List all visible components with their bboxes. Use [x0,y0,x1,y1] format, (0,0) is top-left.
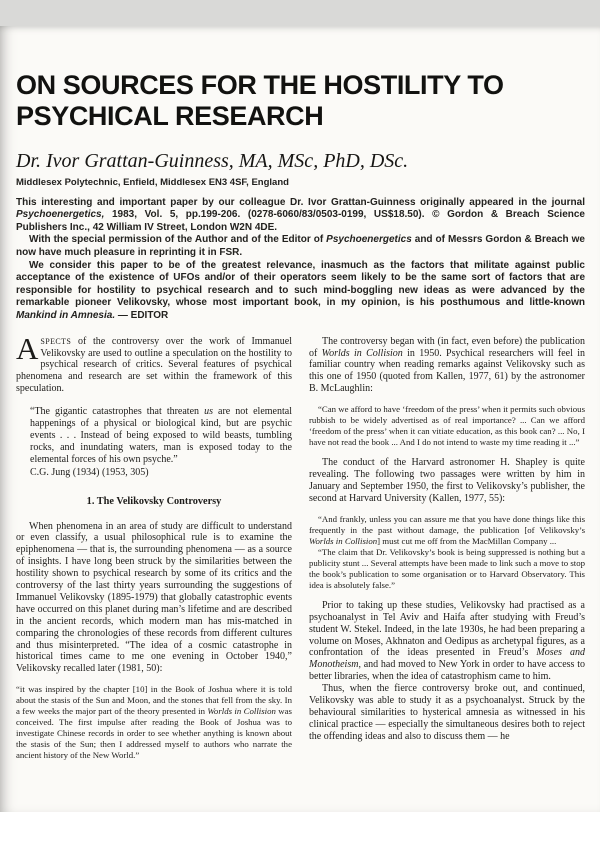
body-paragraph-controversy: The controversy began with (in fact, even before) the publication of Worlds in Collision in 1950. Psychical researchers will feel in familiar country when reading remarks against Velikovsky such as this one of 1950 (quoted from Kallen, 1977, 61) by the astronomer B. McLaughlin: [309,335,585,395]
scan-top-band [0,0,600,26]
body-paragraph-velikovsky: When phenomena in an area of study are difficult to understand or even classify, a usual philosophical rule is to examine the epiphenomena — that is, the surrounding phenomena — as a source of insights. I have long been struck by the similarities between the hostility shown to psychical research by some of its critics and the controversy of the last thirty years surrounding the suggestions of Immanuel Velikovsky (1895-1979) that globally catastrophic events have occurred on this planet during man’s lifetime and are described in the ancient records, which modern man has mis-matched in comparing the chronologies of these records from different cultures and thus misinterpreted. “The idea of a cosmic catastrophe in historical times came to me one evening in October 1940,” Velikovsky recalled later (1981, 50): [16,520,292,675]
editor-note-paragraph-1: This interesting and important paper by our colleague Dr. Ivor Grattan-Guinness originally appeared in the journal Psychoenergetics, 1983, Vol. 5, pp.199-206. (0278-6060/83/0503-0199, US$18.50). © Gordon & Breach Science Publishers Inc., 42 William IV Street, London W2N 4DE. [16,196,585,233]
shapley-quotes-block [309,514,585,591]
abstract-smallcaps: SPECTS [40,336,72,346]
section-heading: 1. The Velikovsky Controversy [86,495,222,507]
page-title: ON SOURCES FOR THE HOSTILITY TO PSYCHICAL RESEARCH [16,70,504,131]
left-column [16,330,292,771]
editor-note-paragraph-3: We consider this paper to be of the greatest relevance, inasmuch as the factors that militate against public acceptance of the existence of UFOs and/or of their operators seem likely to be the same sort of factors that are responsible for hostility to psychical research and to such mind-boggling new ideas as were advanced by the remarkable pioneer Velikovsky, whose most important book, in my opinion, is his posthumous and little-known Mankind in Amnesia. — EDITOR [16,259,585,322]
abstract-text: of the controversy over the work of Immanuel Velikovsky are used to outline a speculation on the hostility to psychical research of critics. Several features of psychical phenomena and research are set within the framework of this speculation. [16,335,292,395]
shapley-quote-2: “The claim that Dr. Velikovsky’s book is being suppressed is nothing but a publicity stunt ... Several attempts have been made to link such a move to stop the book’s publication to some organisation or to Harvard Observatory. This idea is absolutely false.” [309,546,585,590]
joshua-quote-block [16,684,292,761]
body-paragraph-thus: Thus, when the fierce controversy broke out, and continued, Velikovsky was able to study it as a psychoanalyst. Struck by the behavioural similarities to hysterical amnesia as witnessed in his clinical practice — especially the simultaneous desires both to reject the offending ideas and also to discuss them — he [309,683,585,742]
mclaughlin-quote-block [309,404,585,448]
author-affiliation: Middlesex Polytechnic, Enfield, Middlesex EN3 4SF, England [16,176,289,188]
joshua-quote-text: “it was inspired by the chapter [10] in the Book of Joshua where it is told about the stasis of the Sun and Moon, and the stones that fell from the sky. In a few weeks the major part of the theory presented in Worlds in Collision was conceived. The first impulse after reading the Book of Joshua was to investigate Chinese records in order to see whether anything is known about the stasis of the Sun; then I addressed myself to authors who narrate the ancient history of the New World.” [16,684,292,761]
jung-quote-text: “The gigantic catastrophes that threaten us are not elemental happenings of a physical or biological kind, but are psychic events . . . Instead of being exposed to wild beasts, tumbling rocks, and inundating waters, man is exposed today to the elemental forces of his own psyche.” [30,406,292,465]
mclaughlin-quote-text: “Can we afford to have ‘freedom of the press’ when it permits such obvious rubbish to be widely advertised as of real importance? ... Can we afford ‘freedom of the press’ when it can vitiate education, as this book can? ... No, I have not read the book ... And I do not intend to waste my time reading it ...” [309,404,585,448]
jung-quote-block [30,406,292,478]
author-name: Dr. Ivor Grattan-Guinness, MA, MSc, PhD, DSc. [16,149,409,172]
right-column [309,336,585,771]
dropcap-letter: A [16,330,39,366]
body-paragraph-prior: Prior to taking up these studies, Velikovsky had practised as a psychoanalyst in Tel Aviv and Haifa after studying with Freud’s student W. Stekel. Indeed, in the late 1930s, he had been preparing a volume on Moses, Akhnaton and Oedipus as archetypal figures, as a confrontation of the ideas presented in Freud’s Moses and Monotheism, and had moved to New York in order to have access to better libraries, when the idea of catastrophism came to him. [309,599,585,683]
editor-note [16,197,585,323]
shapley-quote-1: “And frankly, unless you can assure me that you have done things like this frequently in the past without damage, the publication [of Velikovsky’s Worlds in Collision] must cut me off from the MacMillan Company ... [309,513,585,546]
article-page [0,26,600,812]
article-body [16,330,585,771]
jung-quote-citation: C.G. Jung (1934) (1953, 305) [30,466,149,478]
abstract-paragraph [16,330,292,396]
editor-note-paragraph-2: With the special permission of the Author and of the Editor of Psychoenergetics and of Messrs Gordon & Breach we now have much pleasure in reprinting it in FSR. [16,234,585,259]
body-paragraph-shapley: The conduct of the Harvard astronomer H. Shapley is quite revealing. The following two passages were written by him in January and September 1950, the first to Velikovsky’s publisher, the second at Harvard University (Kallen, 1977, 55): [309,457,585,504]
